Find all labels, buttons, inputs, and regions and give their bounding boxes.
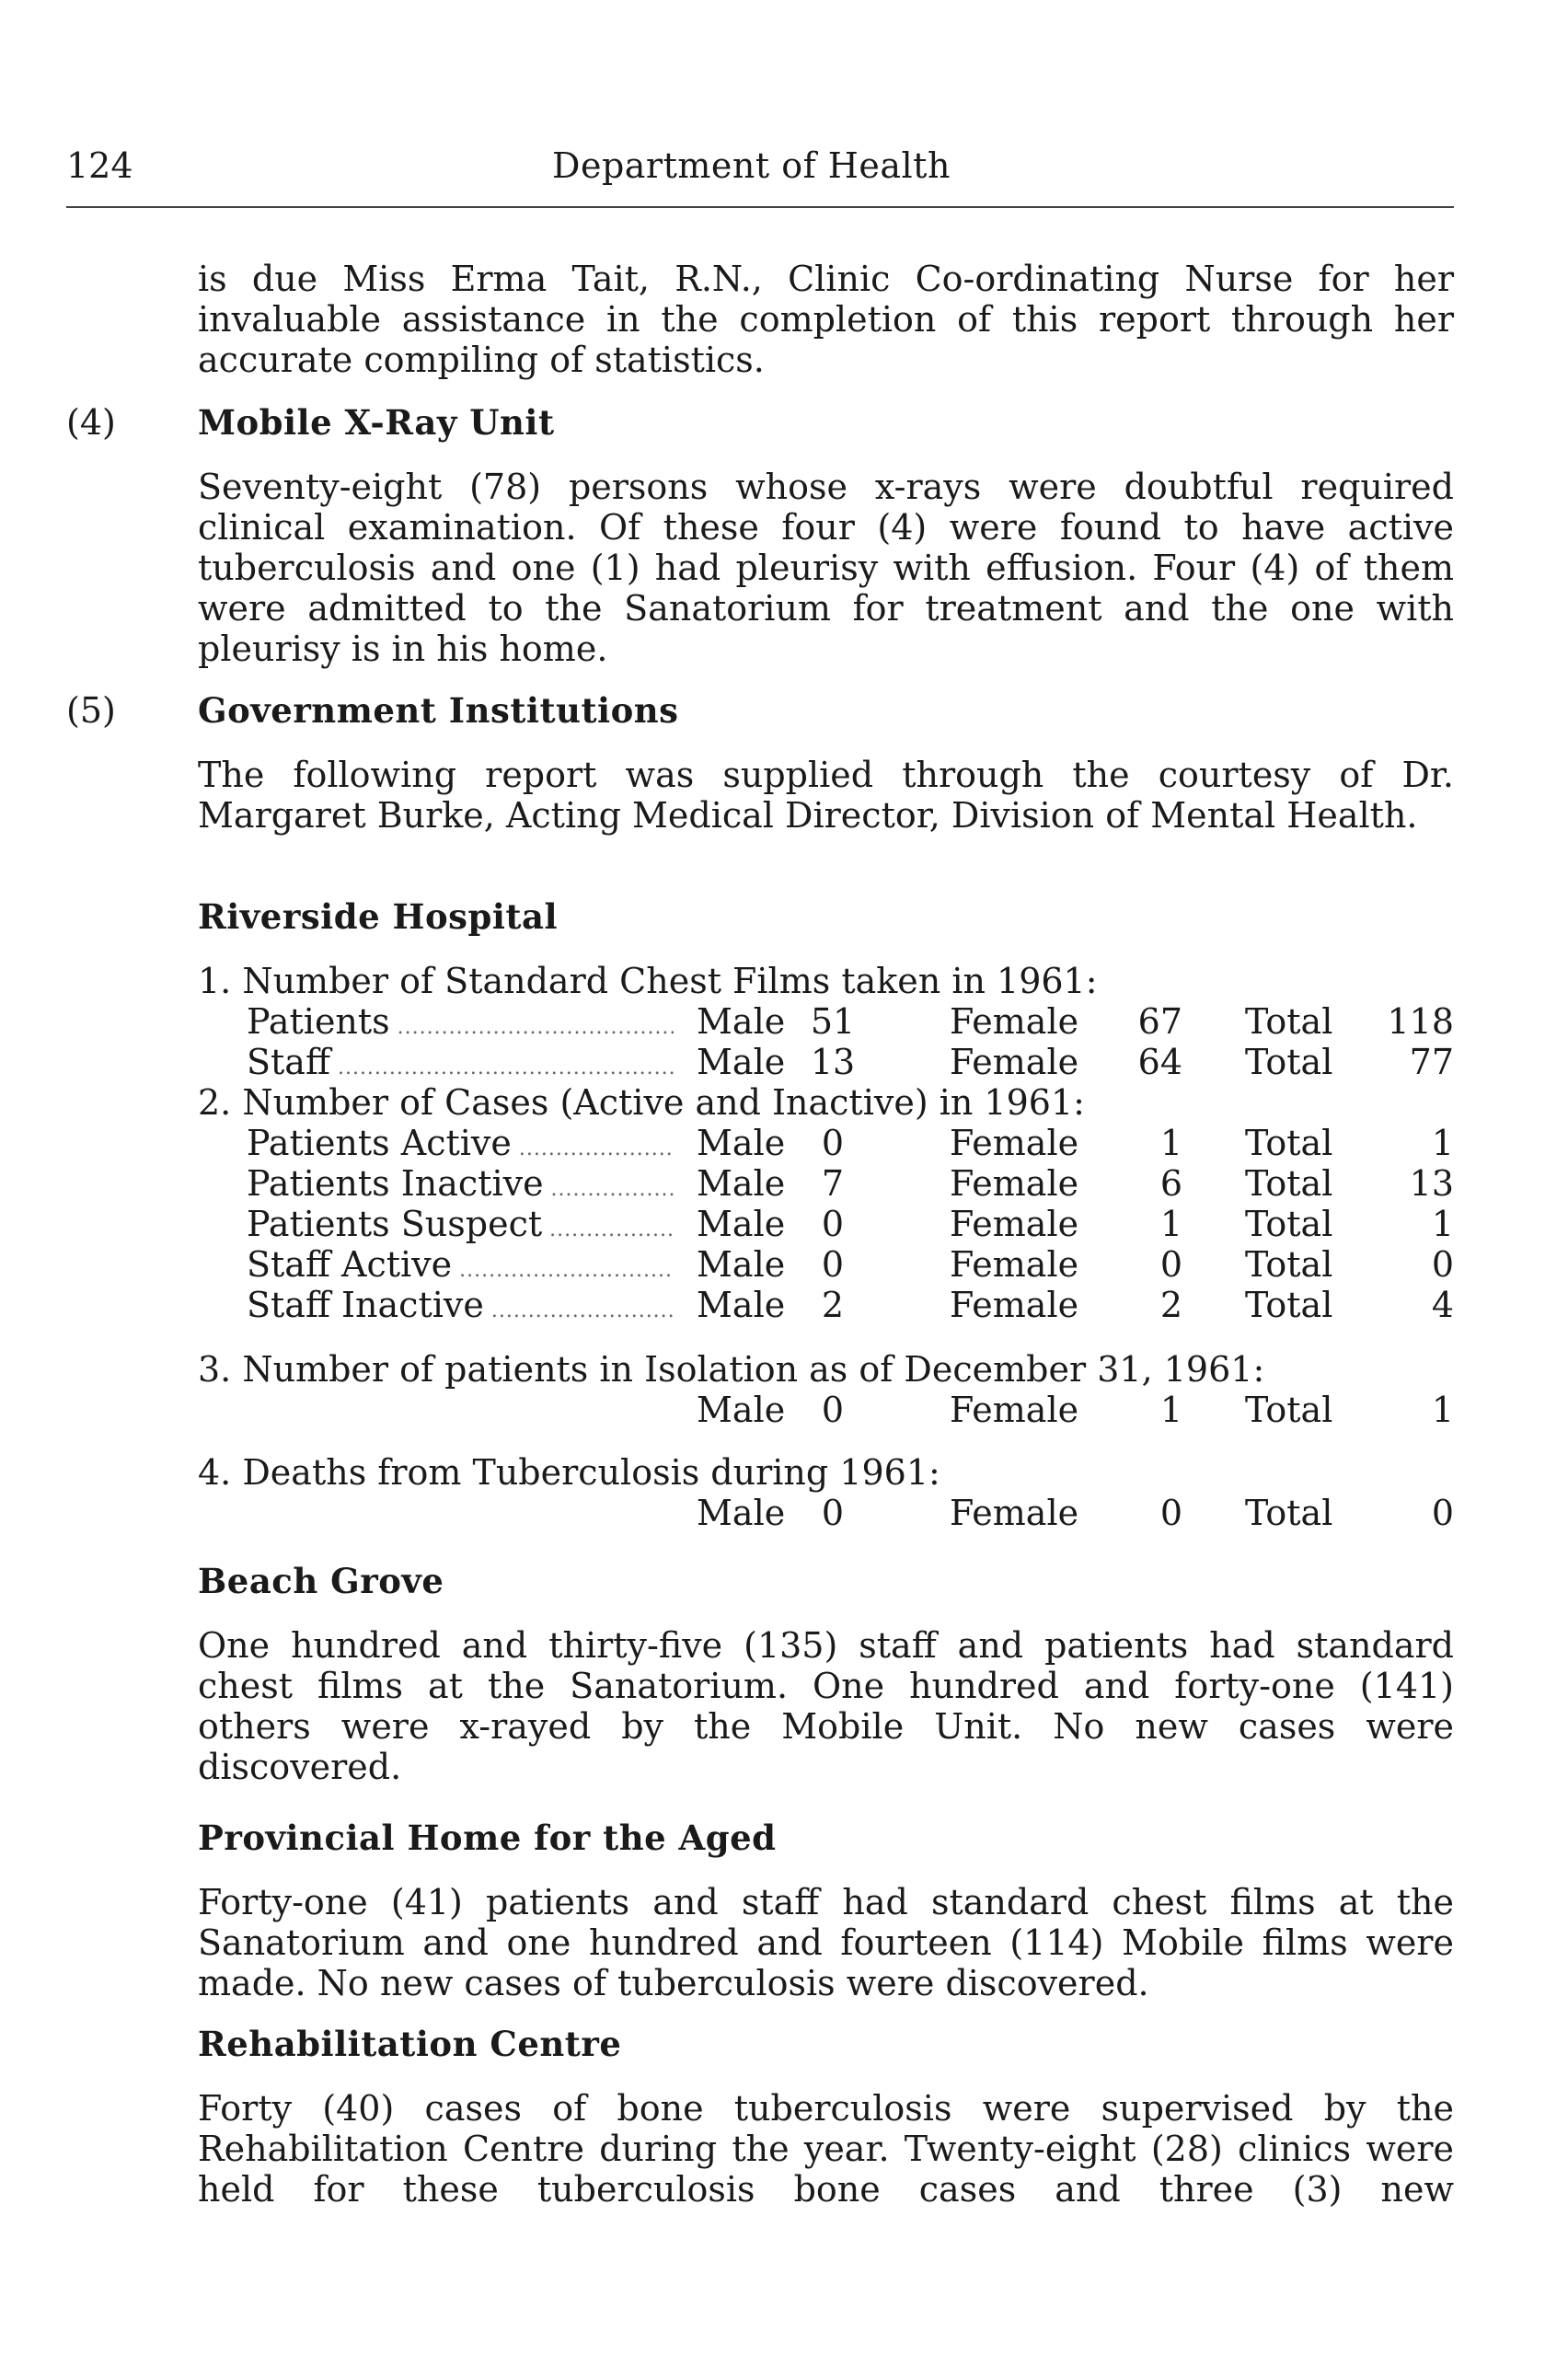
intro-paragraph: is due Miss Erma Tait, R.N., Clinic Co-ordinating Nurse for her invaluable assistance in the completion of this report through her accurate compiling of statistics. — [198, 259, 1454, 380]
total-value: 1 — [1431, 1123, 1454, 1163]
male-value: 0 — [821, 1123, 845, 1163]
row-label: Staff Active ..... — [247, 1244, 674, 1291]
female-label: Female — [950, 1204, 1079, 1244]
total-label: Total — [1245, 1493, 1333, 1533]
total-value: 13 — [1409, 1163, 1454, 1204]
provincial-home-heading: Provincial Home for the Aged — [198, 1818, 777, 1858]
female-label: Female — [950, 1123, 1079, 1163]
male-value: 7 — [821, 1163, 845, 1204]
row-label: Patients Inactive ..... — [247, 1163, 674, 1210]
total-value: 1 — [1431, 1204, 1454, 1244]
provincial-home-paragraph: Forty-one (41) patients and staff had standard chest films at the Sanatorium and one hundred and fourteen (114) Mobile films were made. No new cases of tuberculosis were discovered. — [198, 1882, 1454, 2003]
row-label: Staff ..... — [247, 1042, 674, 1089]
female-value: 1 — [1159, 1390, 1182, 1430]
male-label: Male — [697, 1123, 786, 1163]
male-label: Male — [697, 1244, 786, 1285]
female-label: Female — [950, 1042, 1079, 1082]
female-value: 2 — [1159, 1285, 1182, 1325]
male-label: Male — [697, 1042, 786, 1082]
female-value: 0 — [1159, 1244, 1182, 1285]
total-value: 0 — [1431, 1493, 1454, 1533]
page-number: 124 — [66, 145, 133, 186]
male-value: 0 — [821, 1390, 845, 1430]
male-label: Male — [697, 1163, 786, 1204]
total-label: Total — [1245, 1001, 1333, 1042]
female-label: Female — [950, 1163, 1079, 1204]
male-value: 0 — [821, 1244, 845, 1285]
rehabilitation-heading: Rehabilitation Centre — [198, 2024, 622, 2064]
female-label: Female — [950, 1244, 1079, 1285]
female-label: Female — [950, 1493, 1079, 1533]
female-label: Female — [950, 1390, 1079, 1430]
running-header-title: Department of Health — [552, 145, 951, 186]
male-label: Male — [697, 1493, 786, 1533]
section-5-paragraph: The following report was supplied through the courtesy of Dr. Margaret Burke, Acting Medical Director, Division of Mental Health. — [198, 755, 1454, 836]
total-value: 4 — [1431, 1285, 1454, 1325]
item-3-label: 3. Number of patients in Isolation as of December 31, 1961: — [198, 1349, 1265, 1390]
riverside-heading: Riverside Hospital — [198, 896, 559, 937]
total-label: Total — [1245, 1042, 1333, 1082]
male-value: 0 — [821, 1493, 845, 1533]
total-value: 0 — [1431, 1244, 1454, 1285]
male-label: Male — [697, 1001, 786, 1042]
row-label: Staff Inactive ..... — [247, 1285, 674, 1332]
section-5-number: (5) — [66, 690, 116, 731]
section-5-heading: Government Institutions — [198, 690, 679, 731]
total-label: Total — [1245, 1244, 1333, 1285]
female-value: 6 — [1159, 1163, 1182, 1204]
section-4-number: (4) — [66, 402, 116, 443]
total-value: 1 — [1431, 1390, 1454, 1430]
row-label: Patients ..... — [247, 1001, 674, 1048]
female-value: 1 — [1159, 1123, 1182, 1163]
total-label: Total — [1245, 1390, 1333, 1430]
section-4-paragraph: Seventy-eight (78) persons whose x-rays were doubtful required clinical examination. Of these four (4) were found to have active tuberculosis and one (1) had pleurisy with effusion. Four (4) of them were admitted to the Sanatorium for treatment and the one with pleurisy is in his home. — [198, 467, 1454, 669]
female-value: 67 — [1137, 1001, 1182, 1042]
header-rule — [66, 206, 1454, 208]
row-label: Patients Active ..... — [247, 1123, 674, 1170]
total-label: Total — [1245, 1123, 1333, 1163]
male-label: Male — [697, 1390, 786, 1430]
total-label: Total — [1245, 1285, 1333, 1325]
male-label: Male — [697, 1285, 786, 1325]
male-value: 2 — [821, 1285, 845, 1325]
section-4-heading: Mobile X-Ray Unit — [198, 402, 555, 443]
female-value: 0 — [1159, 1493, 1182, 1533]
total-value: 77 — [1409, 1042, 1454, 1082]
beach-grove-heading: Beach Grove — [198, 1561, 444, 1601]
row-label: Patients Suspect ..... — [247, 1204, 674, 1251]
female-label: Female — [950, 1001, 1079, 1042]
beach-grove-paragraph: One hundred and thirty-five (135) staff and patients had standard chest films at the Sanatorium. One hundred and forty-one (141) others were x-rayed by the Mobile Unit. No new cases were discovered. — [198, 1625, 1454, 1787]
total-label: Total — [1245, 1204, 1333, 1244]
item-2-label: 2. Number of Cases (Active and Inactive) in 1961: — [198, 1082, 1085, 1123]
total-label: Total — [1245, 1163, 1333, 1204]
male-value: 0 — [821, 1204, 845, 1244]
female-value: 64 — [1137, 1042, 1182, 1082]
total-value: 118 — [1387, 1001, 1454, 1042]
male-value: 13 — [810, 1042, 856, 1082]
rehabilitation-paragraph: Forty (40) cases of bone tuberculosis were supervised by the Rehabilitation Centre during the year. Twenty-eight (28) clinics were held for these tuberculosis bone cases and three (3) new — [198, 2088, 1454, 2210]
male-label: Male — [697, 1204, 786, 1244]
item-1-label: 1. Number of Standard Chest Films taken in 1961: — [198, 961, 1098, 1001]
male-value: 51 — [810, 1001, 856, 1042]
female-label: Female — [950, 1285, 1079, 1325]
female-value: 1 — [1159, 1204, 1182, 1244]
item-4-label: 4. Deaths from Tuberculosis during 1961: — [198, 1452, 940, 1493]
